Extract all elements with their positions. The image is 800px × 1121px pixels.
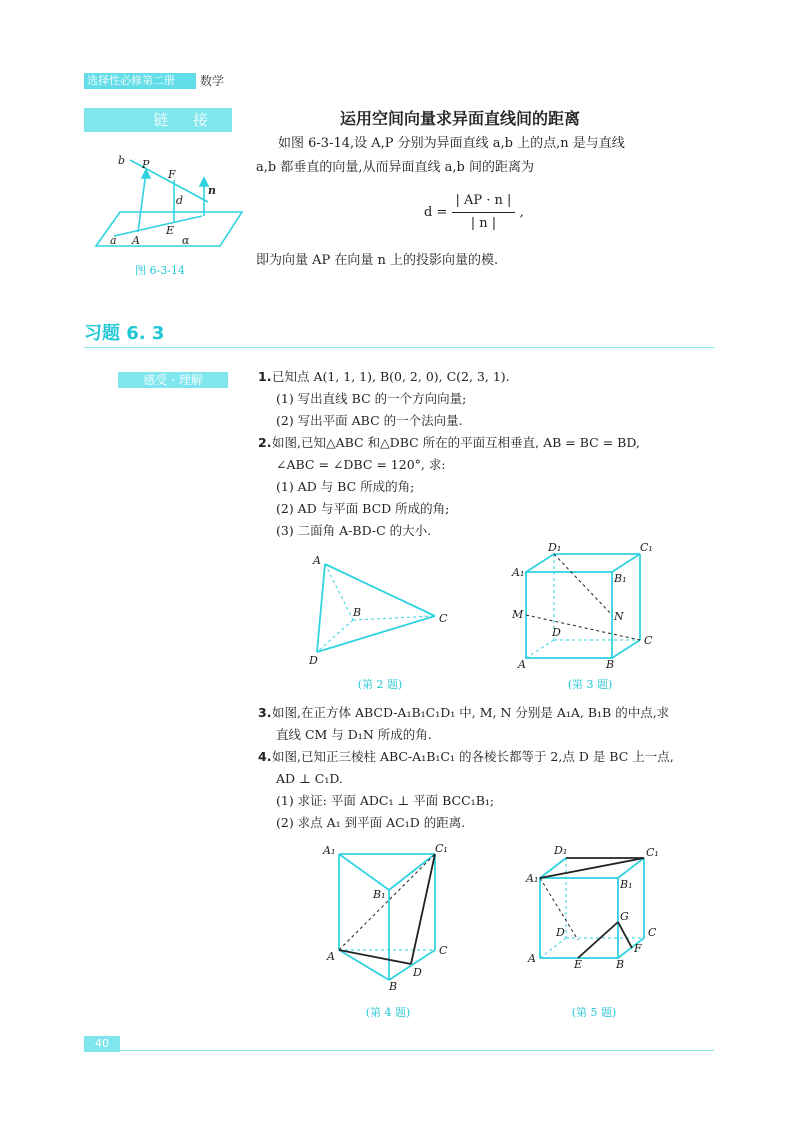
fig3-label-D: D — [552, 626, 561, 639]
fig5-label-C1: C₁ — [646, 846, 659, 859]
formula-fraction — [452, 190, 516, 235]
question-number: 4. — [258, 749, 272, 764]
page-rule — [84, 1050, 714, 1051]
edge-AD — [540, 938, 566, 958]
page-number: 40 — [84, 1036, 120, 1052]
link-line-1: 如图 6-3-14,设 A,P 分别为异面直线 a,b 上的点,n 是与直线 — [278, 136, 625, 151]
segment-EG — [578, 922, 618, 958]
fig4-label-C: C — [439, 944, 448, 957]
fig4-label-A: A — [327, 950, 335, 963]
cube-front-face — [526, 572, 612, 658]
question-text-cont: ∠ABC = ∠DBC = 120°, 求: — [276, 457, 446, 472]
edge-A1D1 — [526, 554, 554, 572]
question-sub: (2) 求点 A₁ 到平面 AC₁D 的距离. — [276, 815, 466, 830]
fig3-label-C: C — [644, 634, 653, 647]
question-text: 如图,已知正三棱柱 ABC-A₁B₁C₁ 的各棱长都等于 2,点 D 是 BC 上一点, — [272, 749, 674, 764]
edge-AD — [526, 640, 554, 658]
segment-D1N — [554, 554, 612, 615]
fig5-label-B: B — [616, 958, 625, 970]
figure-caption-q2: (第 2 题) — [357, 678, 403, 691]
fig3-label-B1: B₁ — [614, 572, 627, 585]
fig3-label-D1: D₁ — [548, 541, 562, 554]
fig3-label-A1: A₁ — [512, 566, 525, 579]
fig5-label-D: D — [556, 926, 565, 939]
fig3-label-C1: C₁ — [640, 541, 653, 554]
fig3-label-B: B — [606, 658, 615, 670]
segment-AC1 — [339, 854, 435, 950]
question-sub: (2) 写出平面 ABC 的一个法向量. — [276, 413, 463, 428]
edge-BC — [612, 640, 640, 658]
subject-label: 数学 — [200, 74, 225, 88]
question-text: 已知点 A(1, 1, 1), B(0, 2, 0), C(2, 3, 1). — [272, 369, 510, 384]
fig3-label-M: M — [512, 608, 524, 621]
fig2-label-C: C — [439, 612, 448, 625]
fig3-label-N: N — [614, 610, 624, 623]
question-1 — [258, 366, 728, 432]
fig-label-d: d — [176, 194, 184, 207]
fig2-label-A: A — [313, 554, 321, 567]
edge-DC — [317, 616, 435, 652]
figure-caption-q4: (第 4 题) — [365, 1006, 411, 1019]
edge-AC — [325, 564, 435, 616]
cube-front-face — [540, 878, 618, 958]
vector-AP — [138, 172, 146, 232]
question-3 — [258, 702, 728, 746]
figure-q2 — [305, 550, 465, 670]
question-text: 如图,在正方体 ABCD-A₁B₁C₁D₁ 中, M, N 分别是 A₁A, B₁B 的中点,求 — [272, 705, 670, 720]
formula-end: , — [519, 205, 524, 220]
figure-6-3-14 — [90, 150, 250, 260]
question-text: 如图,已知△ABC 和△DBC 所在的平面互相垂直, AB = BC = BD, — [272, 435, 640, 450]
fig5-label-F: F — [634, 942, 642, 955]
fig4-label-C1: C₁ — [435, 842, 448, 855]
fig5-label-G: G — [620, 910, 629, 923]
fig2-label-B: B — [353, 606, 362, 619]
fig5-label-C: C — [648, 926, 657, 939]
question-4 — [258, 746, 728, 834]
question-sub: (1) 写出直线 BC 的一个方向向量; — [276, 391, 467, 406]
fig-label-n: n — [208, 184, 216, 197]
edge-A1B1 — [339, 854, 389, 890]
link-line-3: 即为向量 AP 在向量 n 上的投影向量的模. — [256, 253, 499, 268]
distance-formula — [424, 190, 524, 235]
figure-caption-6-3-14: 图 6-3-14 — [135, 264, 185, 277]
question-2 — [258, 432, 728, 542]
fig5-label-A: A — [528, 952, 536, 965]
question-number: 2. — [258, 435, 272, 450]
figure-q5 — [520, 840, 670, 970]
formula-denominator: | n | — [470, 216, 497, 231]
fig-label-a: a — [110, 234, 117, 247]
fig-label-A: A — [132, 234, 140, 247]
formula-lhs: d = — [424, 205, 448, 220]
fig4-label-D: D — [413, 966, 422, 979]
section-label: 感受 · 理解 — [118, 372, 228, 388]
fig4-label-B: B — [389, 980, 398, 990]
segment-GF — [618, 922, 632, 948]
formula-numerator: | AP · n | — [452, 190, 516, 213]
vector-n-arrow — [200, 178, 208, 186]
question-sub: (1) 求证: 平面 ADC₁ ⊥ 平面 BCC₁B₁; — [276, 793, 495, 808]
edge-AD — [317, 564, 325, 652]
figure-caption-q3: (第 3 题) — [567, 678, 613, 691]
fig5-label-E: E — [574, 958, 583, 970]
edge-AB — [325, 564, 353, 620]
question-sub: (2) AD 与平面 BCD 所成的角; — [276, 501, 450, 516]
fig-label-alpha: α — [182, 234, 190, 247]
fig-label-E: E — [166, 224, 175, 237]
exercise-rule — [84, 347, 714, 348]
edge-BC — [389, 950, 435, 980]
link-line-2: a,b 都垂直的向量,从而异面直线 a,b 间的距离为 — [256, 160, 534, 175]
link-box: 链 接 — [84, 108, 232, 132]
question-number: 3. — [258, 705, 272, 720]
fig4-label-A1: A₁ — [323, 844, 336, 857]
edge-B1C1 — [612, 554, 640, 572]
question-sub: (1) AD 与 BC 所成的角; — [276, 479, 415, 494]
segment-A1C1 — [540, 858, 644, 878]
link-title: 运用空间向量求异面直线间的距离 — [340, 109, 581, 128]
fig-label-P: P — [142, 158, 150, 171]
question-sub: (3) 二面角 A-BD-C 的大小. — [276, 523, 432, 538]
fig-label-b: b — [118, 154, 126, 167]
figure-q4 — [315, 840, 465, 990]
vector-AP-arrow — [142, 170, 150, 178]
fig4-label-B1: B₁ — [373, 888, 386, 901]
fig5-label-B1: B₁ — [620, 878, 633, 891]
figure-caption-q5: (第 5 题) — [571, 1006, 617, 1019]
fig3-label-A: A — [518, 658, 526, 670]
series-tag: 选择性必修第二册 — [84, 73, 196, 89]
fig5-label-A1: A₁ — [526, 872, 539, 885]
fig2-label-D: D — [309, 654, 318, 667]
fig-label-F: F — [168, 168, 176, 181]
question-number: 1. — [258, 369, 272, 384]
exercise-title: 习题 6. 3 — [84, 323, 165, 344]
question-text-cont: 直线 CM 与 D₁N 所成的角. — [276, 727, 432, 742]
line-a — [114, 216, 202, 236]
question-text-cont: AD ⊥ C₁D. — [276, 771, 343, 786]
fig5-label-D1: D₁ — [554, 844, 568, 857]
figure-q3 — [510, 540, 670, 670]
